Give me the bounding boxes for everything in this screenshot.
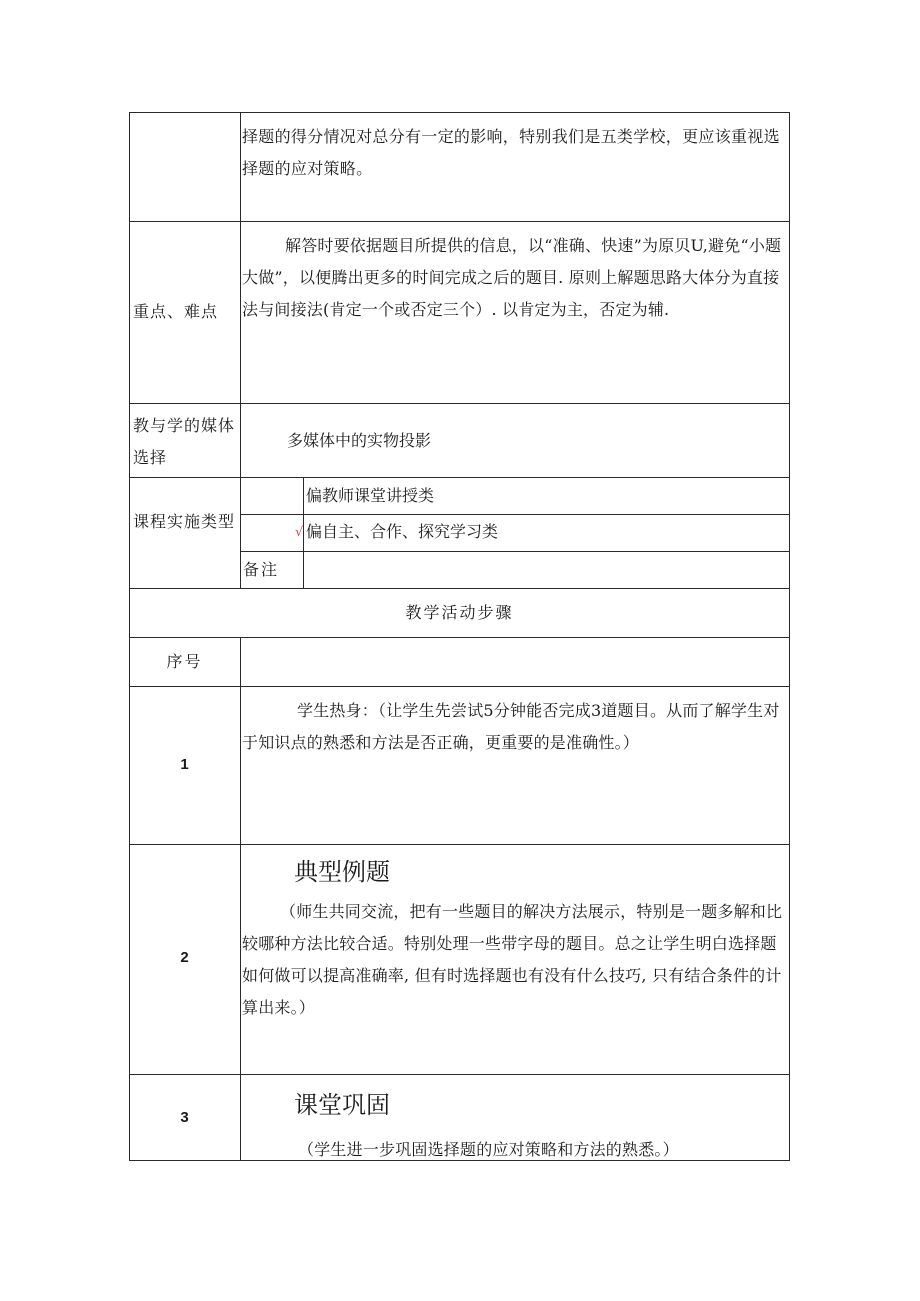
row-border (129, 221, 790, 222)
course-type-option-lecture: 偏教师课堂讲授类 (306, 486, 435, 505)
remark-label: 备注 (243, 560, 280, 579)
steps-header: 教学活动步骤 (405, 603, 514, 622)
key-points-text: 解答时要依据题目所提供的信息，以“准确、快速”为原贝U,避免“小题大做”，以便腾出更多的时间完成之后的题目. 原则上解题思路大体分为直接法与间接法(肯定一个或否定三个）. 以肯定为主，否定为辅. (242, 236, 782, 319)
row-border (240, 514, 790, 515)
row-border (240, 551, 790, 552)
row-border (129, 588, 790, 589)
intro-text: 择题的得分情况对总分有一定的影响，特别我们是五类学校，更应该重视选择题的应对策略。 (242, 127, 780, 178)
media-label: 教与学的媒体选择 (133, 416, 236, 467)
key-points-label: 重点、难点 (133, 302, 219, 321)
step-1-text: 学生热身：（让学生先尝试5分钟能否完成3道题目。从而了解学生对于知识点的熟悉和方法是否正确，更重要的是准确性。） (242, 701, 780, 752)
step-2-title: 典型例题 (294, 858, 390, 886)
course-type-label: 课程实施类型 (133, 512, 236, 531)
row-border (129, 112, 790, 113)
row-border (129, 844, 790, 845)
step-3-title: 课堂巩固 (294, 1091, 390, 1119)
step-number: 2 (180, 949, 189, 966)
course-type-option-inquiry: 偏自主、合作、探究学习类 (306, 522, 499, 541)
column-divider (240, 112, 241, 588)
media-text: 多媒体中的实物投影 (287, 431, 432, 450)
step-number: 3 (180, 1109, 189, 1126)
row-border (129, 686, 790, 687)
step-3-text: （学生进一步巩固选择题的应对策略和方法的熟悉。） (298, 1140, 679, 1159)
sequence-header: 序号 (166, 652, 203, 671)
row-border (129, 637, 790, 638)
row-border (129, 477, 790, 478)
row-border (129, 403, 790, 404)
row-border (129, 1074, 790, 1075)
step-number: 1 (180, 756, 189, 773)
column-divider (240, 637, 241, 1161)
step-2-text: （师生共同交流，把有一些题目的解决方法展示，特别是一题多解和比较哪种方法比较合适。特别处理一些带字母的题目。总之让学生明白选择题如何做可以提高准确率, 但有时选择题也有没有什么技巧, 只有结合条件的计算出来。） (242, 902, 783, 1017)
check-mark-icon: √ (295, 525, 304, 540)
